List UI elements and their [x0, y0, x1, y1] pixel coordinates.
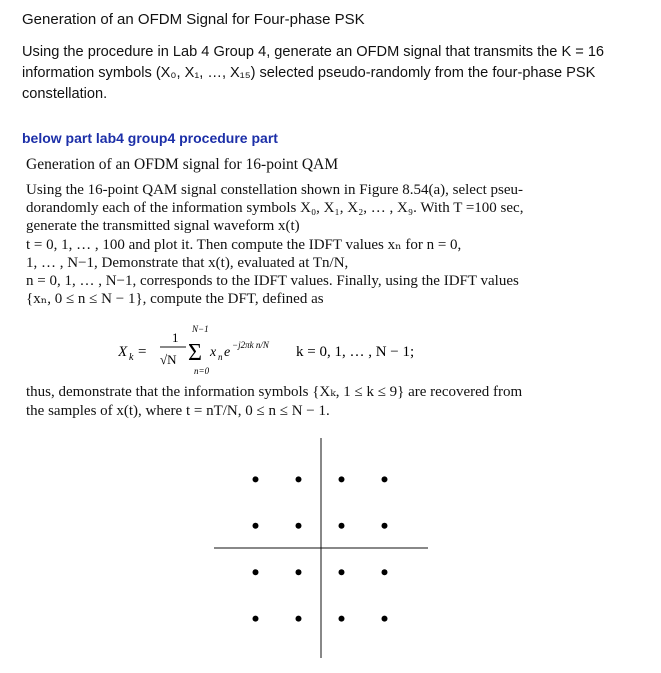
formula-frac-num: 1: [172, 330, 179, 345]
excerpt-body: [26, 181, 538, 308]
constellation-point: [339, 616, 345, 622]
formula-frac-den: √N: [160, 352, 177, 367]
constellation-point: [296, 523, 302, 529]
formula-exp-base: e: [224, 345, 231, 360]
intro-paragraph: [22, 42, 637, 105]
constellation-point: [382, 616, 388, 622]
excerpt-line: n = 0, 1, … , N−1, corresponds to the IDFT values. Finally, using the IDFT values: [26, 272, 519, 289]
excerpt-line: dorandomly each of the information symbols X₀, X₁, X₂, … , X₉. With T =100 sec,: [26, 200, 524, 217]
excerpt-line: [26, 254, 538, 272]
conclusion-paragraph: [26, 383, 538, 420]
intro-line: constellation.: [22, 86, 108, 102]
section-label: below part lab4 group4 procedure part: [22, 130, 278, 146]
formula-range: k = 0, 1, … , N − 1;: [296, 344, 415, 360]
constellation-point: [339, 523, 345, 529]
excerpt-line: Using the 16-point QAM signal constellation shown in Figure 8.54(a), select pseu-: [26, 182, 524, 198]
constellation-point: [382, 569, 388, 575]
constellation-points: [253, 476, 388, 621]
formula-lhs-sub: k: [129, 352, 134, 363]
constellation-point: [382, 523, 388, 529]
constellation-point: [253, 616, 259, 622]
constellation-point: [296, 569, 302, 575]
excerpt-line: {xₙ, 0 ≤ n ≤ N − 1}, compute the DFT, defined as: [26, 291, 324, 308]
page-title: Generation of an OFDM Signal for Four-phase PSK: [22, 11, 365, 28]
formula-term-sub: n: [218, 352, 223, 362]
conclusion-line: thus, demonstrate that the information symbols {Xₖ, 1 ≤ k ≤ 9} are recovered from: [26, 384, 523, 400]
conclusion-line: the samples of x(t), where t = nT/N, 0 ≤ n ≤ N − 1.: [26, 402, 330, 419]
formula-term: x: [210, 345, 217, 360]
constellation-point: [253, 569, 259, 575]
intro-line: information symbols (X₀, X₁, …, X₁₅) selected pseudo-randomly from the four-phase PSK: [22, 65, 596, 81]
excerpt-heading: Generation of an OFDM signal for 16-point QAM: [26, 156, 339, 173]
sigma-symbol: Σ: [188, 340, 202, 366]
formula-lhs: X: [118, 344, 128, 360]
formula-exponent: −j2πk n/N: [232, 340, 269, 350]
constellation-point: [253, 476, 259, 482]
excerpt-line: generate the transmitted signal waveform x(t): [26, 218, 300, 235]
sum-upper-limit: N−1: [192, 324, 209, 334]
excerpt-line-part: Demonstrate that x(t), evaluated at Tn/N,: [101, 254, 349, 271]
sum-lower-limit: n=0: [194, 366, 210, 376]
constellation-point: [253, 523, 259, 529]
constellation-point: [382, 476, 388, 482]
constellation-point: [296, 476, 302, 482]
formula-equals: =: [138, 344, 147, 360]
constellation-point: [296, 616, 302, 622]
intro-line: Using the procedure in Lab 4 Group 4, generate an OFDM signal that transmits the K = 16: [22, 44, 605, 60]
constellation-point: [339, 569, 345, 575]
excerpt-line: t = 0, 1, … , 100 and plot it. Then compute the IDFT values xₙ for n = 0,: [26, 236, 462, 253]
dft-formula: [118, 322, 538, 382]
constellation-point: [339, 476, 345, 482]
qam-constellation-diagram: [200, 436, 440, 666]
excerpt-line-part: 1, … , N−1,: [26, 254, 98, 271]
